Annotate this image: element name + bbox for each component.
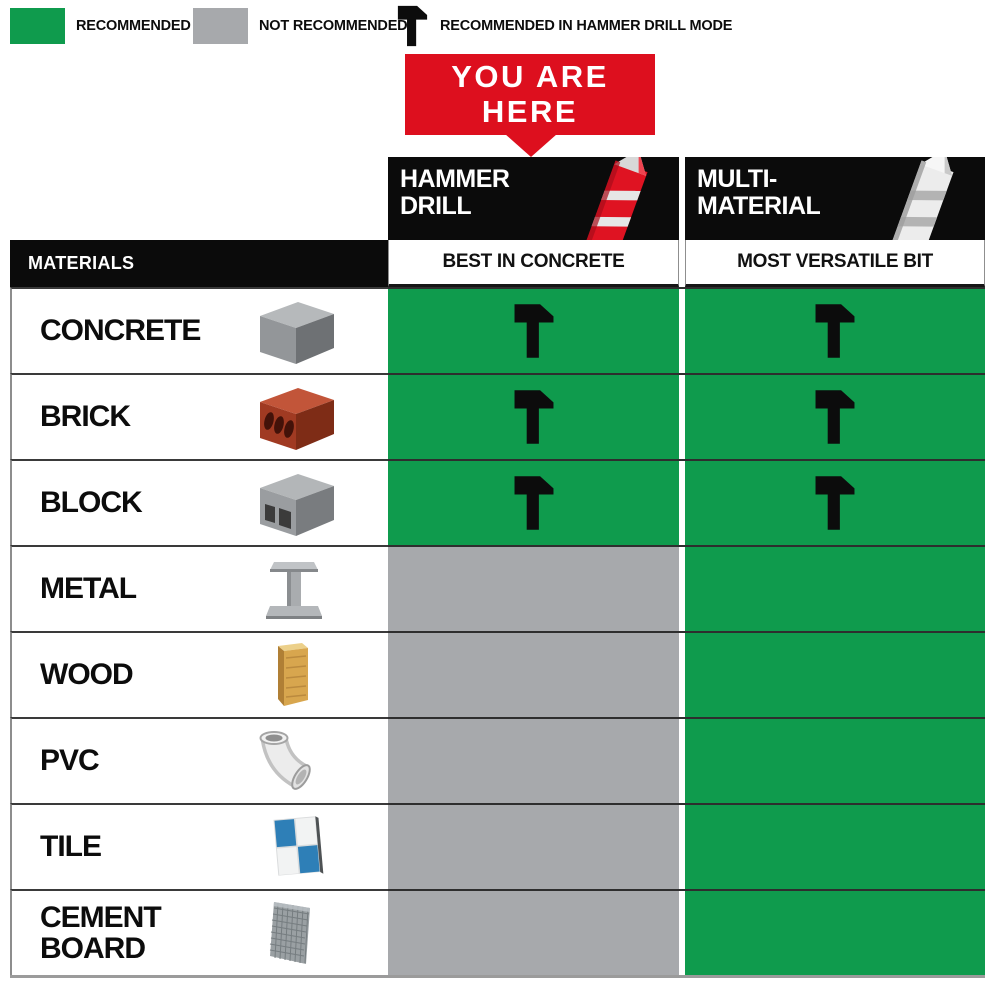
tile-icon xyxy=(244,808,344,886)
material-cell xyxy=(10,717,388,803)
column-title xyxy=(400,166,510,219)
rating-cell xyxy=(685,287,985,373)
rating-cell xyxy=(685,631,985,717)
rating-cell xyxy=(685,889,985,975)
material-label: BLOCK xyxy=(40,486,142,520)
rating-cell xyxy=(388,717,679,803)
table-row xyxy=(10,717,985,803)
table-row xyxy=(10,631,985,717)
rating-cell xyxy=(388,459,679,545)
material-label: PVC xyxy=(40,744,99,778)
table-row xyxy=(10,889,985,975)
column-title-line1: MULTI- xyxy=(697,165,777,193)
rating-cell xyxy=(685,803,985,889)
block-icon xyxy=(244,464,344,542)
material-cell xyxy=(10,545,388,631)
material-cell xyxy=(10,287,388,373)
cement-board-icon xyxy=(244,894,344,972)
table-row xyxy=(10,287,985,373)
material-label: CEMENT BOARD xyxy=(40,900,161,965)
brick-icon xyxy=(244,378,344,456)
legend-label: RECOMMENDED IN HAMMER DRILL MODE xyxy=(440,18,733,34)
column-title-line2: MATERIAL xyxy=(697,191,821,220)
recommended-swatch xyxy=(10,8,65,44)
material-cell xyxy=(10,889,388,975)
material-label: WOOD xyxy=(40,658,133,692)
banner-line1: YOU ARE xyxy=(451,58,609,94)
not-recommended-swatch xyxy=(193,8,248,44)
red-carbide-drill-bit-image xyxy=(529,157,679,240)
rating-cell xyxy=(685,373,985,459)
material-label: TILE xyxy=(40,830,101,864)
banner-arrow-pointer xyxy=(505,134,557,157)
material-cell xyxy=(10,631,388,717)
legend-label: NOT RECOMMENDED xyxy=(259,18,408,34)
subtitle-most-versatile-bit: MOST VERSATILE BIT xyxy=(685,240,985,287)
pvc-icon xyxy=(244,722,344,800)
legend-label: RECOMMENDED xyxy=(76,18,191,34)
material-label: METAL xyxy=(40,572,137,606)
materials-table-body xyxy=(10,287,985,975)
white-multi-material-drill-bit-image xyxy=(835,157,985,240)
materials-header: MATERIALS xyxy=(10,240,388,287)
rating-cell xyxy=(685,545,985,631)
rating-cell xyxy=(388,287,679,373)
legend-item-recommended xyxy=(10,5,191,47)
concrete-icon xyxy=(244,292,344,370)
legend-item-hammer-mode xyxy=(396,5,732,47)
column-header-hammer-drill xyxy=(388,157,679,240)
column-title-line1: HAMMER xyxy=(400,165,510,193)
table-row xyxy=(10,459,985,545)
material-cell xyxy=(10,459,388,545)
material-label: BRICK xyxy=(40,400,130,434)
hammer-icon xyxy=(813,389,857,445)
hammer-icon xyxy=(813,303,857,359)
rating-cell xyxy=(388,889,679,975)
wood-icon xyxy=(244,636,344,714)
metal-icon xyxy=(244,550,344,628)
subtitle-best-in-concrete: BEST IN CONCRETE xyxy=(388,240,679,287)
rating-cell xyxy=(388,545,679,631)
table-bottom-border xyxy=(10,975,985,978)
rating-cell xyxy=(388,373,679,459)
legend-item-not-recommended xyxy=(193,5,407,47)
column-title xyxy=(697,166,820,219)
hammer-icon xyxy=(396,5,429,47)
rating-cell xyxy=(388,803,679,889)
rating-cell xyxy=(685,717,985,803)
column-title-line2: DRILL xyxy=(400,191,472,220)
hammer-icon xyxy=(813,475,857,531)
rating-cell xyxy=(685,459,985,545)
hammer-icon xyxy=(512,389,556,445)
column-header-multi-material xyxy=(685,157,985,240)
banner-line2: HERE xyxy=(481,93,579,129)
material-cell xyxy=(10,803,388,889)
hammer-icon xyxy=(512,303,556,359)
material-label: CONCRETE xyxy=(40,314,201,348)
table-row xyxy=(10,373,985,459)
material-cell xyxy=(10,373,388,459)
rating-cell xyxy=(388,631,679,717)
table-row xyxy=(10,545,985,631)
hammer-icon xyxy=(512,475,556,531)
table-row xyxy=(10,803,985,889)
you-are-here-banner xyxy=(405,54,655,135)
